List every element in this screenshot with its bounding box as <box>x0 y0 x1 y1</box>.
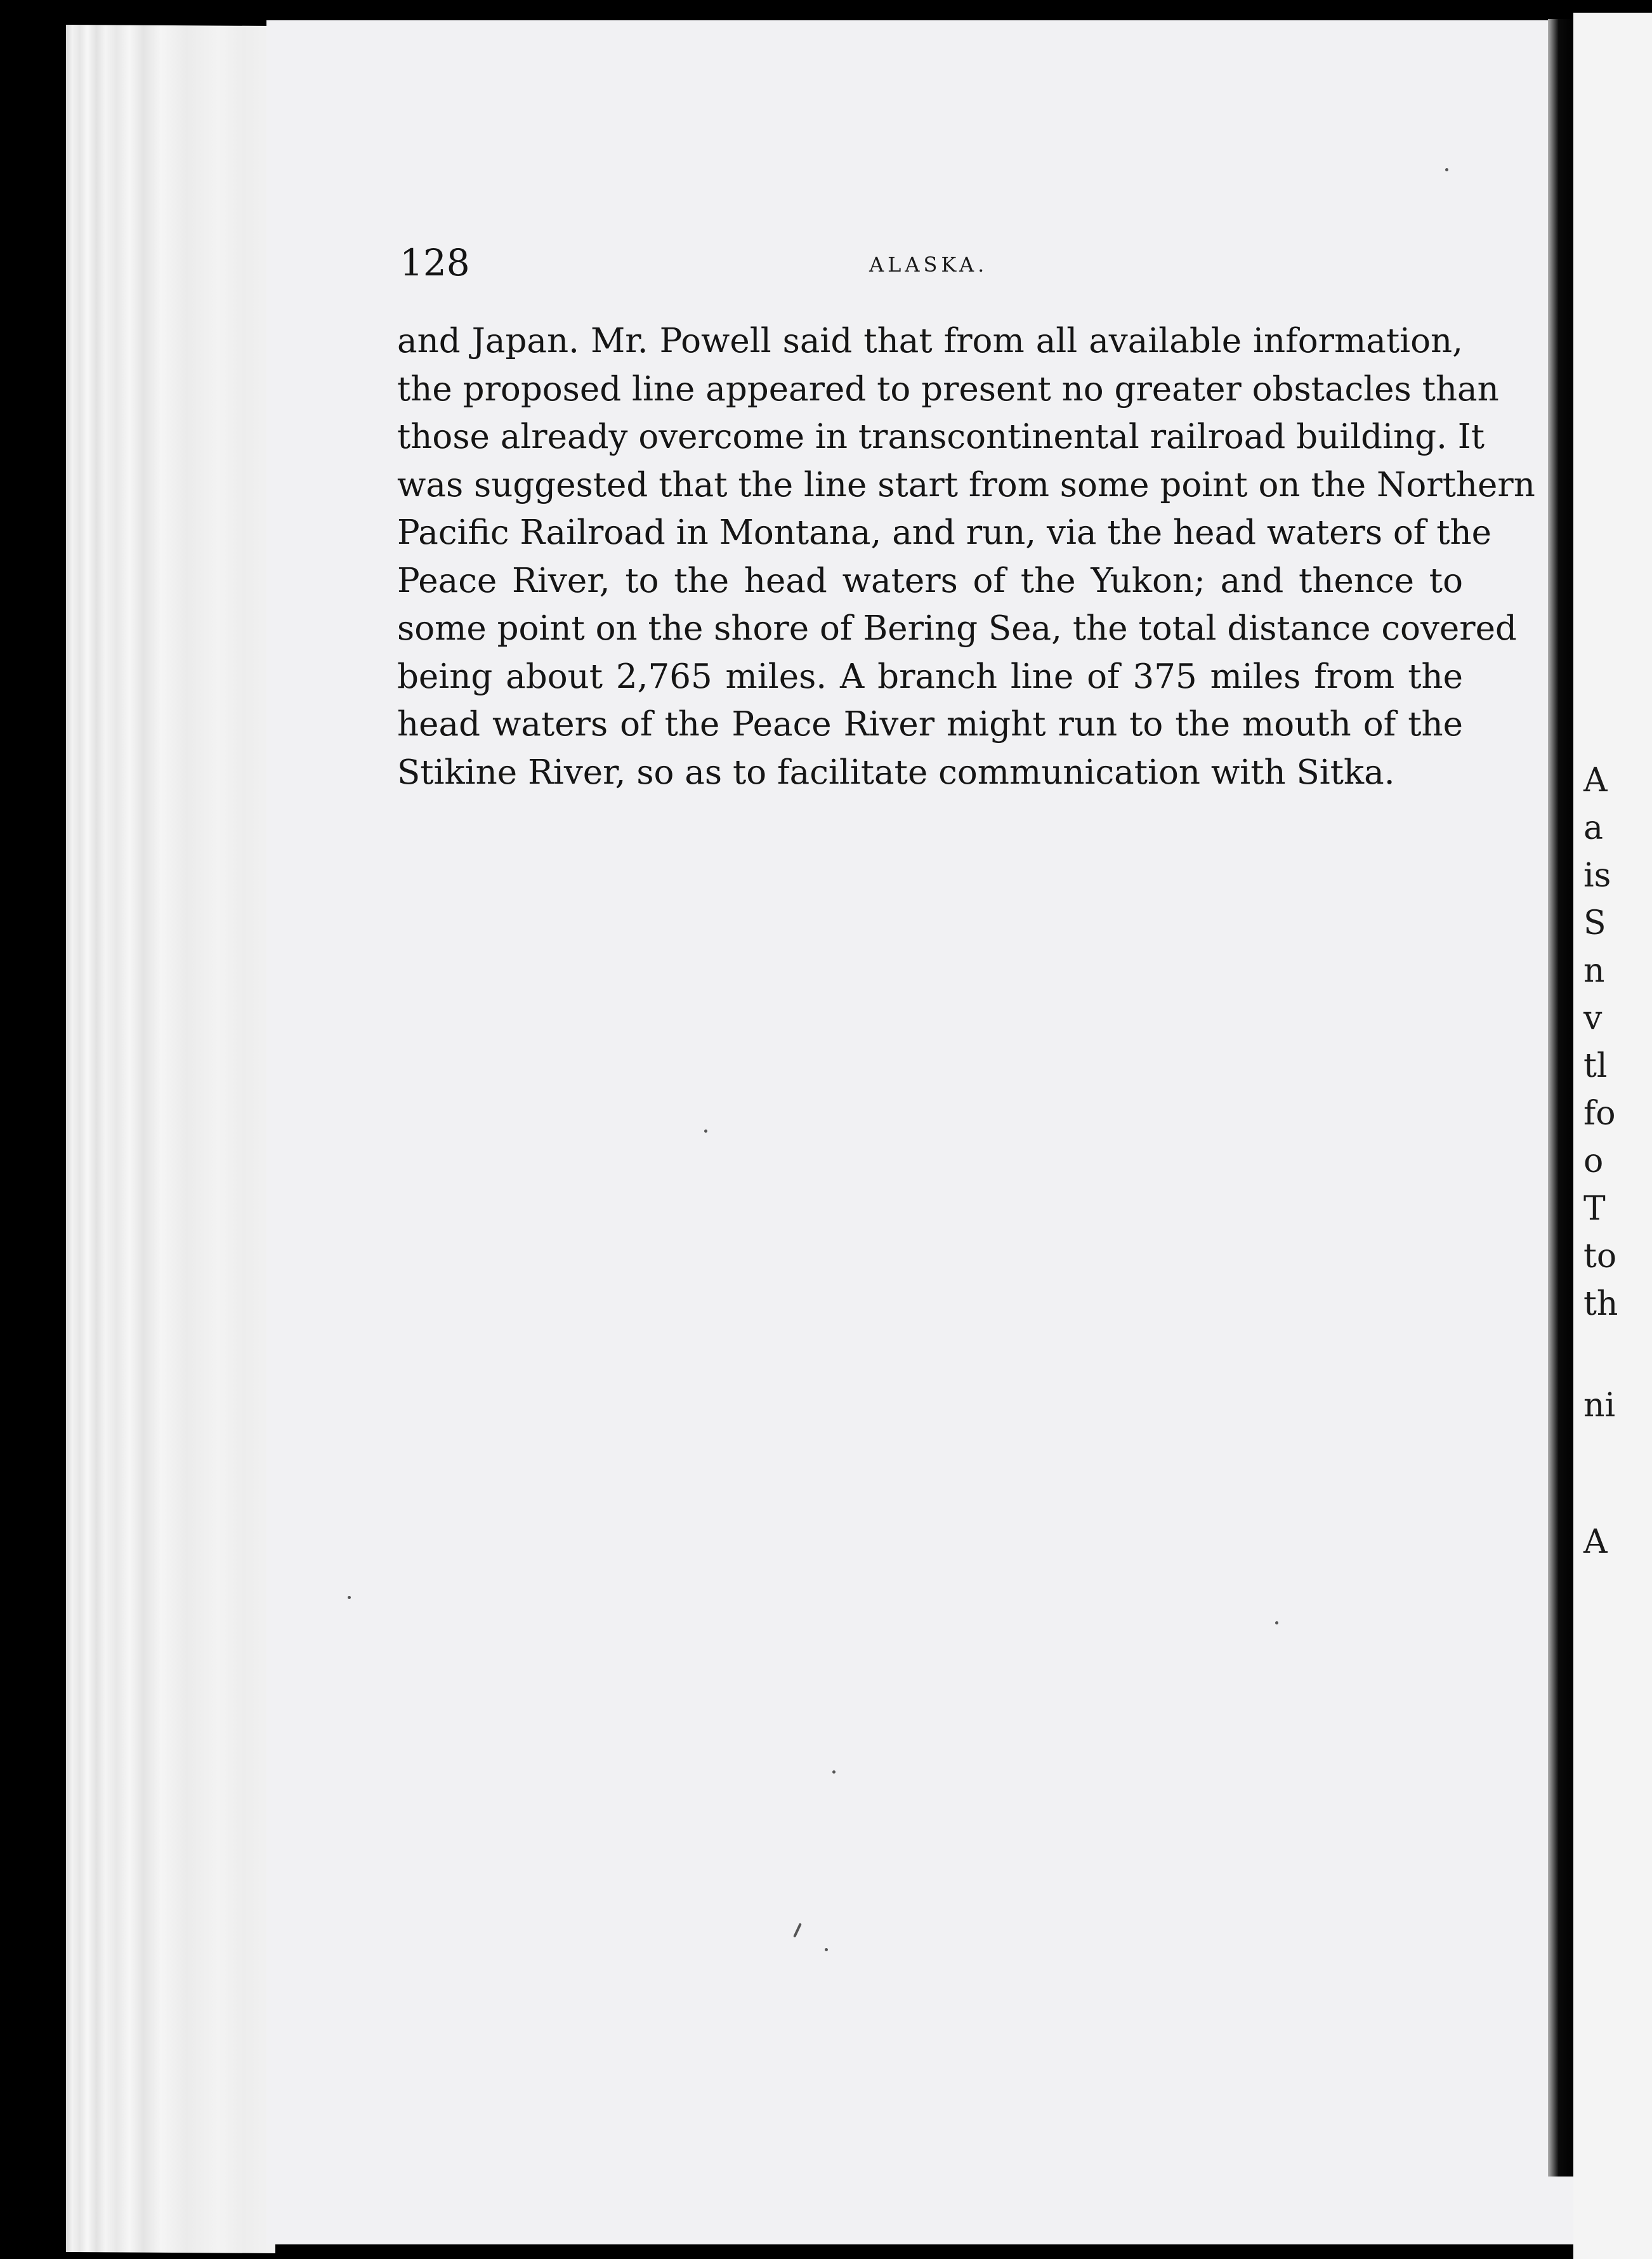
running-head <box>400 241 1465 292</box>
facing-fragment: v <box>1583 999 1603 1037</box>
facing-fragment: S <box>1583 904 1606 942</box>
facing-fragment: tl <box>1583 1047 1608 1085</box>
text-line: those already overcome in transcontinental railroad building. It <box>397 418 1485 456</box>
facing-fragment: A <box>1583 1523 1608 1561</box>
text-line: and Japan. Mr. Powell said that from all available information, <box>397 322 1463 360</box>
facing-fragment: th <box>1583 1285 1618 1323</box>
facing-fragment: fo <box>1583 1095 1616 1133</box>
paper-speck <box>1445 168 1448 171</box>
facing-fragment: to <box>1583 1237 1617 1275</box>
facing-fragment: a <box>1583 809 1604 847</box>
text-line: head waters of the Peace River might run to the mouth of the <box>397 705 1463 744</box>
facing-fragment: T <box>1583 1190 1606 1228</box>
text-line: the proposed line appeared to present no greater obstacles than <box>397 369 1499 409</box>
page-number: 128 <box>400 241 470 284</box>
page-edges <box>66 25 275 2253</box>
text-line: Peace River, to the head waters of the Yukon; and thence to <box>397 561 1463 600</box>
body-paragraph <box>397 317 1535 796</box>
text-line: Pacific Railroad in Montana, and run, via the head waters of the <box>397 513 1492 552</box>
paper-speck <box>832 1770 836 1774</box>
facing-fragment: ni <box>1583 1386 1616 1425</box>
header-title: ALASKA. <box>869 253 988 277</box>
text-line: some point on the shore of Bering Sea, the total distance covered <box>397 609 1517 648</box>
facing-fragment: o <box>1583 1142 1604 1180</box>
text-line: was suggested that the line start from some point on the Northern <box>397 465 1535 504</box>
paper-speck <box>1275 1621 1278 1624</box>
paper-speck <box>825 1948 828 1951</box>
paper-speck <box>704 1130 707 1133</box>
text-line: Stikine River, so as to facilitate communication with Sitka. <box>397 753 1395 792</box>
paper-speck <box>348 1596 351 1599</box>
book-gutter <box>1548 19 1575 2177</box>
text-line: being about 2,765 miles. A branch line of 375 miles from the <box>397 657 1463 696</box>
facing-fragment: n <box>1583 952 1605 990</box>
facing-fragment: is <box>1583 857 1611 895</box>
facing-fragment: A <box>1583 761 1608 800</box>
facing-page <box>1573 13 1652 2259</box>
